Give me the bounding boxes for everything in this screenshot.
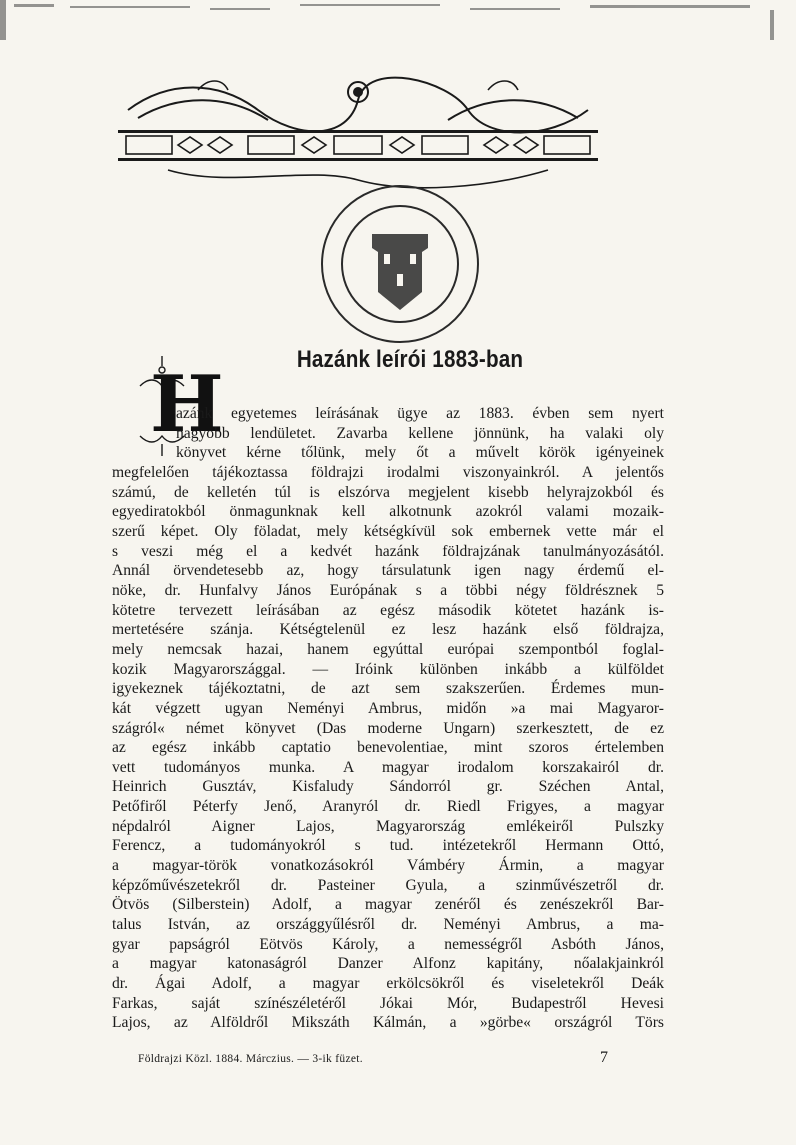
text-line: mely nemcsak hazai, hanem egyúttal európai szempontból foglal- <box>112 640 664 658</box>
text-line: azánk egyetemes leírásának ügye az 1883. évben sem nyert <box>176 405 664 422</box>
text-line: egyediratokból önmagunknak kell alkotnunk azokról valami mozaik- <box>112 503 664 521</box>
page-title: Hazánk leírói 1883-ban <box>296 346 524 373</box>
text-line: Annál örvendetesebb az, hogy társulatunk igen nagy érdemű el- <box>112 562 664 580</box>
text-line: népdalról Aigner Lajos, Magyarország emlékeiről Pulszky <box>112 817 664 835</box>
text-line: Farkas, saját színészéletéről Jókai Mór, Budapestről Hevesi <box>112 994 664 1012</box>
dropcap-letter: H <box>150 359 224 450</box>
text-line: talus István, az országgyűlésről dr. Neményi Ambrus, a ma- <box>112 916 664 934</box>
text-line: kötetre tervezett leírásában az egész második kötetet hazánk is- <box>112 601 664 619</box>
footer-citation: Földrajzi Közl. 1884. Márczius. — 3-ik füzet. <box>138 1053 363 1065</box>
text-line: a magyar-török vonatkozásokról Vámbéry Ármin, a magyar <box>112 857 664 875</box>
text-line: kát végzett ugyan Neményi Ambrus, midőn »a mai Magyaror- <box>112 699 664 717</box>
text-line: nagyobb lendületet. Zavarba kellene jönnünk, ha valaki oly <box>176 424 664 442</box>
text-line: s veszi még el a kedvét hazánk földrajzának tanulmányozásától. <box>112 542 664 560</box>
text-line: Ötvös (Silberstein) Adolf, a magyar zenéről és zenészekről Bar- <box>112 896 664 914</box>
text-line: képzőművészetekről dr. Pasteiner Gyula, a szinművészetről dr. <box>112 876 664 894</box>
text-line: gyar papságról Eötvös Károly, a nemességről Asbóth János, <box>112 935 664 953</box>
text-line: Lajos, az Alföldről Mikszáth Kálmán, a »görbe« országról Törs <box>112 1014 664 1032</box>
header-ornament <box>108 70 608 190</box>
text-line: kozik Magyarországgal. — Iróink különben inkább a külföldet <box>112 660 664 678</box>
text-line: a magyar katonaságról Danzer Alfonz kapitány, nőalakjainkról <box>112 955 664 973</box>
text-line: szágról« német könyvet (Das moderne Ungarn) szerkesztett, de ez <box>112 719 664 737</box>
text-line: az egész inkább captatio benevolentiae, mint szoros értelemben <box>112 739 664 757</box>
text-line: Petőfiről Péterfy Jenő, Aranyról dr. Riedl Frigyes, a magyar <box>112 798 664 816</box>
text-line: vett tudományos munka. A magyar irodalom korszakairól dr. <box>112 758 664 776</box>
text-line: megfelelően tájékoztassa földrajzi irodalmi viszonyainkról. A jelentős <box>112 463 664 481</box>
text-line: dr. Ágai Adolf, a magyar erkölcsökről és viseletekről Deák <box>112 975 664 993</box>
text-line: Ferencz, a tudományokról s tud. intézetekről Hermann Ottó, <box>112 837 664 855</box>
text-line: igyekeznek tájékoztatni, de azt sem szakszerűen. Érdemes mun- <box>112 680 664 698</box>
text-line: mertetésére szánja. Kétségtelenül ez lesz hazánk első földrajza, <box>112 621 664 639</box>
page-number: 7 <box>600 1049 608 1066</box>
article-body <box>112 404 664 1033</box>
text-line: Heinrich Gusztáv, Kisfaludy Sándorról gr. Széchen Antal, <box>112 778 664 796</box>
scan-edge-noise <box>0 0 796 40</box>
text-line: könyvet kérne tőlünk, mely őt a művelt körök igényeinek <box>176 444 664 462</box>
text-line: számú, de kelletén túl is elszórva megjelent kisebb helyrajzokból és <box>112 483 664 501</box>
text-line: nöke, dr. Hunfalvy János Európának s a többi négy földrésznek 5 <box>112 581 664 599</box>
library-stamp <box>314 178 486 350</box>
text-line: szerű képet. Oly föladat, mely kétségkívül sok embernek vette már el <box>112 522 664 540</box>
